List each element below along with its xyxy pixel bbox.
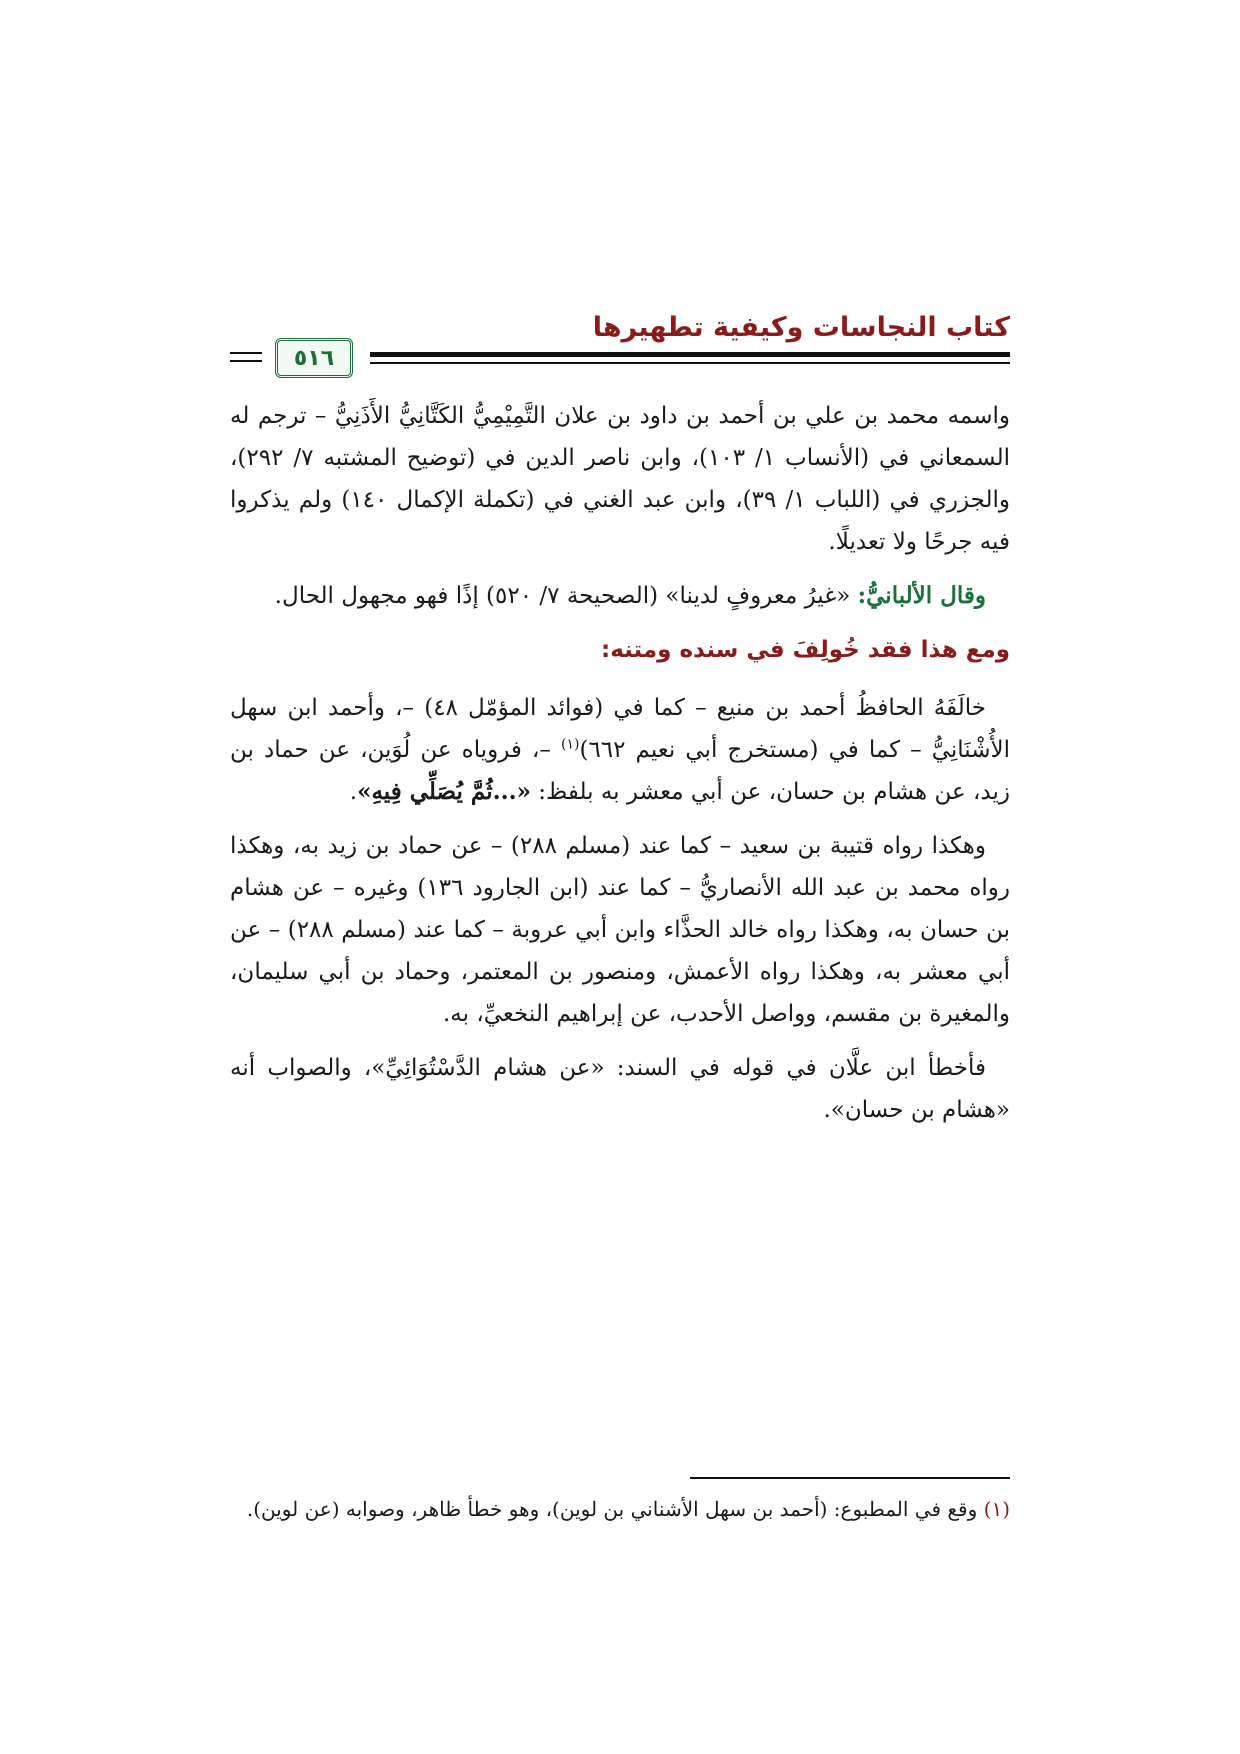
header-rule-thin [370, 362, 1010, 364]
paragraph-5: فأخطأ ابن علَّان في قوله في السند: «عن هشام الدَّسْتُوَائِيِّ»، والصواب أنه «هشام بن حسان». [230, 1055, 1010, 1123]
paragraph-3-end: . [349, 779, 358, 805]
paragraph-3 [230, 687, 1010, 813]
footnote-divider [690, 1477, 1010, 1479]
speaker-label: وقال الألبانيُّ: [857, 582, 986, 609]
header-rule-thick [370, 352, 1010, 357]
paragraph-1: واسمه محمد بن علي بن أحمد بن داود بن علان التَّمِيْمِيُّ الكَتَّانِيُّ الأَذَنِيُّ – ترجم له السمعاني في (الأنساب ١/ ١٠٣)، وابن ناصر الدين في (توضيح المشتبه ٧/ ٢٩٢)، والجزري في (اللباب ١/ ٣٩)، وابن عبد الغني في (تكملة الإكمال ١٤٠) ولم يذكروا فيه جرحًا ولا تعديلًا. [230, 403, 1011, 555]
hadith-quote: «...ثُمَّ يُصَلِّي فِيهِ» [357, 778, 531, 805]
paragraph-2-text: «غيرُ معروفٍ لدينا» (الصحيحة ٧/ ٥٢٠) إذًا فهو مجهول الحال. [274, 583, 858, 609]
main-text [230, 395, 1010, 1143]
footnote [230, 1490, 1010, 1528]
paragraph-3-text-a: خالَفَهُ الحافظُ أحمد بن منيع – كما في (فوائد المؤمّل ٤٨) –، وأحمد ابن سهل الأُشْنَانِيُّ – كما في (مستخرج أبي نعيم ٦٦٢) [230, 695, 1010, 763]
header-rule-left-top [230, 352, 262, 354]
paragraph-4: وهكذا رواه قتيبة بن سعيد – كما عند (مسلم ٢٨٨) – عن حماد بن زيد به، وهكذا رواه محمد بن عبد الله الأنصاريُّ – كما عند (ابن الجارود ١٣٦) وغيره – عن هشام بن حسان به، وهكذا رواه خالد الحذَّاء وابن أبي عروبة – كما عند (مسلم ٢٨٨) – عن أبي معشر به، وهكذا رواه الأعمش، ومنصور بن المعتمر، وحماد بن أبي سليمان، والمغيرة بن مقسم، وواصل الأحدب، عن إبراهيم النخعيِّ، به. [230, 833, 1010, 1027]
footnote-reference[interactable]: (١) [560, 736, 580, 753]
section-subheading: ومع هذا فقد خُولِفَ في سنده ومتنه: [601, 637, 1010, 663]
page-header [230, 312, 1010, 382]
page-number-badge [275, 338, 353, 378]
paragraph-2 [230, 575, 1010, 617]
paragraph-3-text-b: –، فروياه عن لُوَين، عن حماد بن زيد، عن هشام بن حسان، عن أبي معشر به بلفظ: [230, 737, 1010, 805]
footnote-number: (١) [983, 1497, 1010, 1521]
page-number: ٥١٦ [293, 345, 335, 371]
header-rule-left-bottom [230, 360, 262, 362]
book-title: كتاب النجاسات وكيفية تطهيرها [592, 312, 1010, 343]
footnote-text: وقع في المطبوع: (أحمد بن سهل الأشناني بن لوين)، وهو خطأ ظاهر، وصوابه (عن لوين). [246, 1497, 984, 1521]
